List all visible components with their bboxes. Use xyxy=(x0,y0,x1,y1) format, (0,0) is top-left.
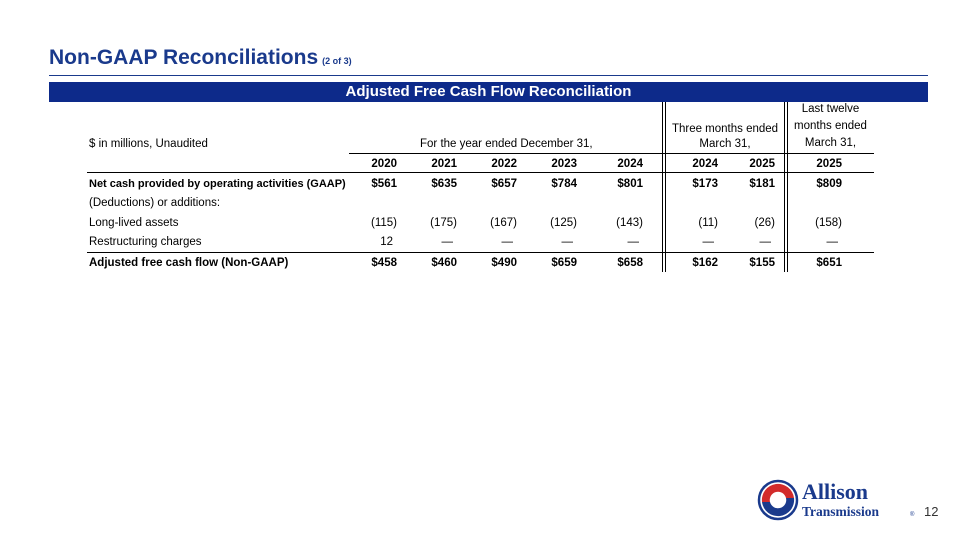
table-cell: $658 xyxy=(617,257,643,269)
year-header: 2025 xyxy=(816,158,842,170)
year-group-header: For the year ended December 31, xyxy=(420,138,593,150)
ltm-group-header-line2: months ended xyxy=(794,120,867,132)
table-cell: — xyxy=(627,236,639,248)
svg-text:Allison: Allison xyxy=(802,479,869,504)
year-row-rule xyxy=(87,172,874,173)
year-header: 2022 xyxy=(491,158,517,170)
quarter-group-header-line1: Three months ended xyxy=(671,123,779,135)
svg-text:®: ® xyxy=(910,512,915,518)
table-cell: — xyxy=(702,236,714,248)
table-cell: — xyxy=(501,236,513,248)
unit-label: $ in millions, Unaudited xyxy=(89,138,208,150)
table-cell: — xyxy=(826,236,838,248)
table-cell: 12 xyxy=(380,236,393,248)
table-cell: $155 xyxy=(749,257,775,269)
title-divider xyxy=(49,75,928,76)
row-label-deductions: (Deductions) or additions: xyxy=(89,197,221,209)
table-cell: (167) xyxy=(490,217,517,229)
reconciliation-table xyxy=(87,102,874,272)
table-cell: $490 xyxy=(491,257,517,269)
table-cell: $561 xyxy=(371,178,397,190)
table-cell: $801 xyxy=(617,178,643,190)
quarter-group-header-line2: March 31, xyxy=(699,138,751,150)
year-header: 2025 xyxy=(749,158,775,170)
table-cell: (11) xyxy=(698,217,718,229)
column-divider xyxy=(787,102,788,272)
table-cell: — xyxy=(441,236,453,248)
table-cell: $784 xyxy=(551,178,577,190)
table-cell: $657 xyxy=(491,178,517,190)
table-cell: $162 xyxy=(692,257,718,269)
table-cell: $809 xyxy=(816,178,842,190)
column-divider xyxy=(784,102,785,272)
svg-text:Transmission: Transmission xyxy=(802,504,880,519)
year-header: 2023 xyxy=(551,158,577,170)
table-cell: (115) xyxy=(371,217,397,229)
year-header: 2021 xyxy=(431,158,457,170)
section-banner: Adjusted Free Cash Flow Reconciliation xyxy=(49,82,928,102)
table-cell: (158) xyxy=(815,217,842,229)
table-cell: — xyxy=(759,236,771,248)
year-header: 2020 xyxy=(371,158,397,170)
table-cell: $458 xyxy=(371,257,397,269)
ltm-group-header-line1: Last twelve xyxy=(801,103,860,115)
title-subtitle: (2 of 3) xyxy=(322,56,352,66)
column-divider xyxy=(662,102,663,272)
table-cell: $651 xyxy=(816,257,842,269)
allison-logo-icon xyxy=(756,478,921,522)
page-title xyxy=(49,46,352,70)
allison-transmission-logo xyxy=(756,478,921,527)
row-label-operating-cash: Net cash provided by operating activities (GAAP) xyxy=(89,178,346,190)
row-label-adjusted-fcf: Adjusted free cash flow (Non-GAAP) xyxy=(89,257,289,269)
column-divider xyxy=(665,102,666,272)
table-cell: — xyxy=(561,236,573,248)
year-header: 2024 xyxy=(692,158,718,170)
title-text: Non-GAAP Reconciliations xyxy=(49,46,319,69)
row-label-long-lived-assets: Long-lived assets xyxy=(89,217,179,229)
table-cell: (26) xyxy=(754,217,775,229)
table-cell: (125) xyxy=(550,217,577,229)
year-header: 2024 xyxy=(617,158,643,170)
table-cell: $173 xyxy=(692,178,718,190)
page-number: 12 xyxy=(924,504,939,519)
header-rule xyxy=(349,153,874,154)
row-label-restructuring: Restructuring charges xyxy=(89,236,202,248)
table-cell: (143) xyxy=(616,217,643,229)
table-cell: $659 xyxy=(551,257,577,269)
total-rule xyxy=(87,252,874,253)
ltm-group-header-line3: March 31, xyxy=(804,137,857,149)
table-cell: (175) xyxy=(430,217,457,229)
table-cell: $181 xyxy=(749,178,775,190)
table-cell: $460 xyxy=(431,257,457,269)
table-cell: $635 xyxy=(431,178,457,190)
